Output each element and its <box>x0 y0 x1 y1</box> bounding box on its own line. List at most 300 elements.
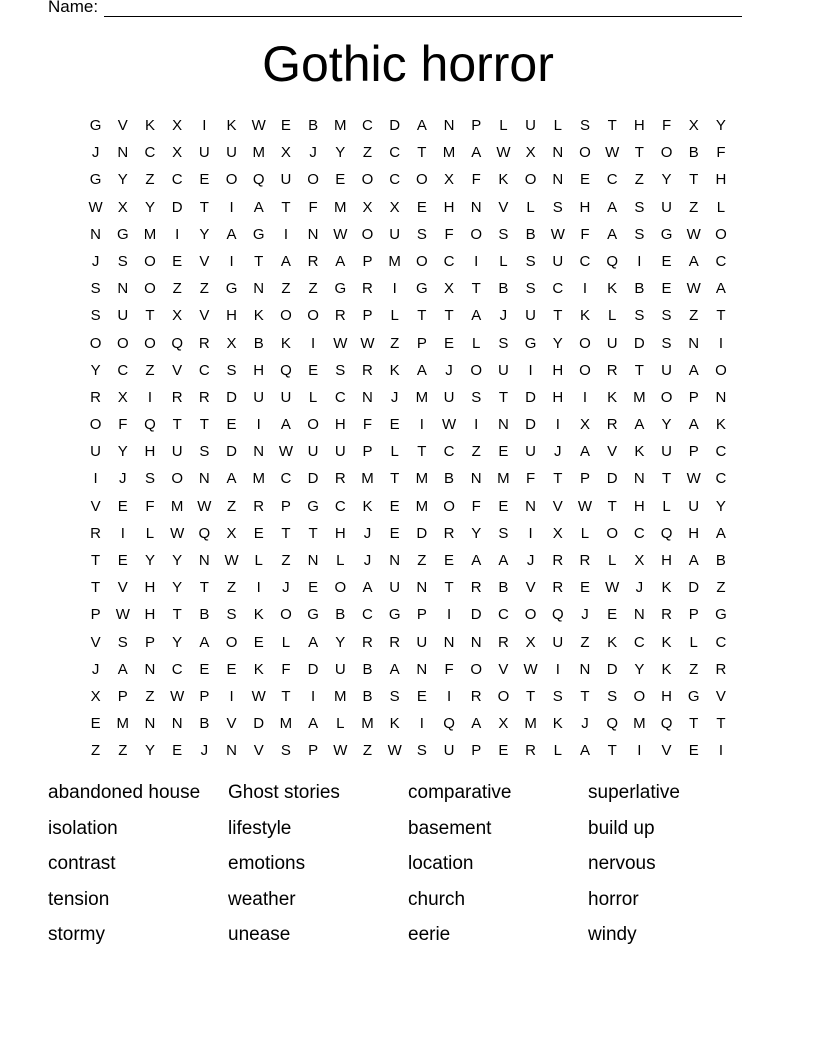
grid-cell: G <box>252 225 265 243</box>
grid-cell: O <box>307 171 319 189</box>
grid-cell: I <box>446 606 452 624</box>
grid-cell: R <box>198 388 210 406</box>
grid-row <box>82 411 735 438</box>
grid-cell: Y <box>335 144 346 162</box>
grid-cell: Z <box>716 579 726 597</box>
grid-cell: E <box>444 334 455 352</box>
grid-cell: S <box>579 117 590 134</box>
grid-cell: H <box>144 579 156 597</box>
grid-cell: H <box>226 307 237 325</box>
grid-cell: J <box>91 144 100 162</box>
grid-cell: I <box>229 252 234 270</box>
grid-cell: Z <box>172 280 182 298</box>
grid-cell: A <box>688 552 699 569</box>
grid-cell: X <box>525 633 536 651</box>
grid-cell: E <box>226 416 237 434</box>
grid-cell: B <box>634 280 645 298</box>
grid-cell: O <box>144 252 156 270</box>
grid-cell: E <box>226 660 237 678</box>
grid-cell: T <box>91 579 101 597</box>
grid-cell: Q <box>551 606 564 624</box>
grid-cell: L <box>662 497 671 515</box>
grid-cell: I <box>528 524 533 542</box>
grid-cell: T <box>199 198 209 216</box>
grid-cell: U <box>443 742 455 760</box>
grid-cell: O <box>280 307 292 325</box>
grid-cell: P <box>471 117 482 134</box>
grid-cell: U <box>525 307 537 325</box>
grid-cell: I <box>419 715 424 733</box>
grid-cell: M <box>388 252 401 270</box>
grid-cell: T <box>716 715 726 733</box>
grid-cell: N <box>470 198 482 216</box>
grid-cell: Q <box>660 524 673 542</box>
grid-cell: O <box>334 579 347 597</box>
grid-cell: W <box>333 334 348 352</box>
grid-cell: X <box>90 687 101 705</box>
grid-cell: R <box>606 361 618 379</box>
grid-cell: E <box>280 117 291 134</box>
grid-cell: C <box>389 171 401 189</box>
grid-cell: B <box>715 552 726 569</box>
grid-cell: Z <box>145 171 155 189</box>
grid-cell: P <box>416 334 427 352</box>
grid-cell: S <box>280 742 291 760</box>
grid-cell: S <box>634 225 645 243</box>
grid-cell: G <box>388 606 401 624</box>
grid-cell: A <box>715 280 726 298</box>
grid-cell: U <box>307 443 319 461</box>
grid-cell: S <box>90 280 101 298</box>
grid-cell: O <box>307 416 319 434</box>
grid-cell: Z <box>390 334 400 352</box>
grid-cell: Y <box>715 497 726 515</box>
grid-cell: O <box>225 633 238 651</box>
grid-cell: J <box>309 144 317 162</box>
grid-cell: F <box>118 416 128 434</box>
grid-cell: R <box>334 307 346 325</box>
grid-cell: N <box>144 660 156 678</box>
grid-cell: H <box>633 117 645 134</box>
grid-cell: R <box>198 334 210 352</box>
grid-cell: B <box>335 606 346 624</box>
grid-cell: U <box>334 443 346 461</box>
grid-cell: R <box>362 361 373 379</box>
grid-cell: A <box>416 361 427 379</box>
grid-cell: J <box>91 252 100 270</box>
grid-cell: S <box>552 198 563 216</box>
grid-cell: P <box>117 687 128 705</box>
grid-cell: I <box>256 416 261 434</box>
grid-cell: A <box>280 416 291 434</box>
grid-cell: V <box>552 497 563 515</box>
grid-cell: J <box>581 715 589 733</box>
grid-cell: L <box>580 524 590 542</box>
grid-cell: S <box>634 307 645 325</box>
grid-cell: S <box>90 307 101 325</box>
grid-cell: N <box>470 470 482 488</box>
grid-row <box>82 710 735 737</box>
grid-cell: Z <box>145 687 155 705</box>
grid-cell: W <box>577 497 593 515</box>
grid-row <box>82 384 735 411</box>
grid-cell: L <box>336 715 345 733</box>
grid-cell: X <box>226 524 237 542</box>
grid-cell: A <box>715 524 726 542</box>
grid-cell: P <box>362 252 373 270</box>
grid-cell: X <box>525 144 536 162</box>
grid-cell: F <box>471 171 481 189</box>
grid-cell: B <box>688 144 699 162</box>
grid-cell: Q <box>606 715 618 733</box>
grid-cell: A <box>634 416 645 434</box>
grid-cell: B <box>253 334 264 352</box>
grid-cell: R <box>90 524 102 542</box>
grid-cell: L <box>336 552 345 569</box>
grid-cell: Y <box>661 171 672 189</box>
grid-cell: P <box>280 497 291 515</box>
grid-cell: O <box>579 144 591 162</box>
grid-cell: V <box>117 579 128 597</box>
grid-cell: L <box>716 198 726 216</box>
grid-cell: Z <box>417 552 427 569</box>
grid-cell: T <box>580 687 590 705</box>
grid-cell: X <box>688 117 699 134</box>
grid-cell: Z <box>281 552 291 569</box>
grid-cell: T <box>417 443 427 461</box>
grid-cell: M <box>415 388 429 406</box>
grid-cell: I <box>256 579 261 597</box>
grid-cell: I <box>419 416 424 434</box>
grid-cell: S <box>226 361 237 379</box>
grid-cell: S <box>634 198 645 216</box>
grid-cell: B <box>199 606 210 624</box>
grid-cell: C <box>443 252 455 270</box>
grid-row <box>82 302 735 329</box>
grid-cell: N <box>688 334 700 352</box>
grid-cell: I <box>637 252 642 270</box>
grid-cell: A <box>280 252 291 270</box>
grid-cell: O <box>579 334 591 352</box>
grid-cell: N <box>416 579 428 597</box>
grid-cell: N <box>470 633 482 651</box>
grid-cell: Y <box>117 443 128 461</box>
grid-cell: U <box>416 633 428 651</box>
grid-cell: J <box>554 443 562 461</box>
grid-cell: T <box>199 416 209 434</box>
grid-cell: G <box>715 606 727 624</box>
grid-cell: I <box>555 660 560 678</box>
grid-cell: K <box>253 606 264 624</box>
grid-cell: U <box>661 443 672 461</box>
grid-cell: H <box>443 198 455 216</box>
grid-cell: B <box>498 579 509 597</box>
grid-cell: R <box>253 497 265 515</box>
grid-cell: C <box>362 117 373 134</box>
grid-cell: A <box>335 252 346 270</box>
name-underline <box>104 2 742 17</box>
grid-cell: Y <box>172 552 183 569</box>
grid-cell: T <box>281 524 291 542</box>
grid-cell: S <box>661 307 672 325</box>
grid-cell: I <box>718 742 723 760</box>
grid-cell: U <box>226 144 237 162</box>
grid-cell: M <box>361 715 374 733</box>
grid-cell: A <box>362 579 373 597</box>
grid-cell: I <box>392 280 397 298</box>
grid-cell: A <box>117 660 128 678</box>
grid-cell: B <box>525 225 536 243</box>
grid-cell: N <box>117 144 129 162</box>
grid-cell: M <box>361 470 374 488</box>
grid-cell: T <box>689 171 699 189</box>
grid-cell: O <box>416 252 428 270</box>
grid-cell: T <box>607 742 617 760</box>
grid-cell: R <box>715 660 727 678</box>
grid-cell: L <box>308 388 318 406</box>
grid-cell: U <box>334 660 346 678</box>
grid-cell: A <box>226 470 237 488</box>
grid-cell: G <box>307 606 319 624</box>
grid-cell: L <box>553 742 562 760</box>
grid-cell: C <box>171 660 183 678</box>
grid-cell: E <box>117 552 128 569</box>
grid-cell: C <box>633 524 645 542</box>
grid-cell: M <box>170 497 184 515</box>
grid-cell: N <box>579 660 591 678</box>
grid-cell: P <box>416 606 427 624</box>
grid-cell: K <box>253 307 264 325</box>
grid-cell: V <box>607 443 618 461</box>
grid-cell: Z <box>689 660 699 678</box>
grid-cell: N <box>552 144 564 162</box>
grid-cell: T <box>172 606 182 624</box>
grid-cell: T <box>308 524 318 542</box>
grid-cell: T <box>417 144 427 162</box>
grid-cell: T <box>634 361 644 379</box>
grid-cell: D <box>525 388 537 406</box>
grid-cell: E <box>389 416 400 434</box>
grid-cell: W <box>496 144 511 162</box>
grid-cell: A <box>607 198 618 216</box>
grid-cell: I <box>311 687 316 705</box>
grid-cell: E <box>416 198 427 216</box>
grid-cell: M <box>252 470 265 488</box>
grid-cell: I <box>446 687 452 705</box>
grid-cell: W <box>170 524 185 542</box>
grid-cell: M <box>633 388 646 406</box>
grid-cell: M <box>334 117 347 134</box>
grid-cell: U <box>90 443 102 461</box>
grid-cell: T <box>661 470 672 488</box>
grid-cell: U <box>171 443 183 461</box>
grid-cell: M <box>334 198 347 216</box>
grid-cell: C <box>171 171 183 189</box>
word-list-item: lifestyle <box>228 817 292 839</box>
grid-cell: Z <box>145 361 155 379</box>
grid-cell: G <box>89 171 102 189</box>
grid-cell: I <box>229 687 234 705</box>
grid-cell: L <box>472 334 481 352</box>
grid-cell: O <box>633 687 646 705</box>
grid-cell: J <box>119 470 127 488</box>
name-label: Name: <box>48 0 99 16</box>
grid-cell: F <box>526 470 536 488</box>
grid-cell: H <box>253 361 265 379</box>
grid-cell: R <box>443 524 455 542</box>
word-list-item: windy <box>588 924 637 945</box>
grid-cell: Y <box>144 552 155 569</box>
grid-cell: V <box>90 497 101 515</box>
grid-cell: E <box>308 579 319 597</box>
grid-cell: M <box>415 497 429 515</box>
grid-cell: C <box>497 606 509 624</box>
grid-cell: W <box>170 687 185 705</box>
grid-cell: P <box>362 307 373 325</box>
grid-cell: S <box>498 225 509 243</box>
grid-cell: R <box>470 579 482 597</box>
grid-cell: E <box>444 552 455 569</box>
grid-cell: D <box>171 198 183 216</box>
grid-cell: M <box>252 144 265 162</box>
grid-cell: T <box>634 144 644 162</box>
grid-cell: U <box>389 579 401 597</box>
grid-cell: L <box>553 117 562 134</box>
grid-row <box>82 601 735 628</box>
grid-cell: Z <box>362 144 373 162</box>
grid-cell: Z <box>199 280 209 298</box>
grid-cell: O <box>660 388 673 406</box>
grid-cell: N <box>525 497 537 515</box>
grid-cell: T <box>91 552 101 569</box>
grid-cell: Z <box>308 280 318 298</box>
grid-cell: I <box>229 198 234 216</box>
grid-cell: C <box>117 361 129 379</box>
grid-cell: K <box>634 443 645 461</box>
grid-cell: W <box>197 497 212 515</box>
grid-cell: S <box>552 687 563 705</box>
grid-cell: W <box>224 552 239 569</box>
grid-cell: T <box>444 307 454 325</box>
grid-cell: H <box>661 552 672 569</box>
grid-cell: D <box>416 524 428 542</box>
grid-cell: A <box>226 225 237 243</box>
grid-cell: Y <box>471 524 482 542</box>
grid-cell: U <box>280 388 292 406</box>
grid-cell: Z <box>91 742 101 760</box>
grid-cell: I <box>474 416 479 434</box>
grid-row <box>82 194 735 221</box>
grid-cell: F <box>716 144 726 162</box>
grid-cell: S <box>607 687 618 705</box>
grid-cell: N <box>198 470 210 488</box>
grid-cell: B <box>362 660 373 678</box>
grid-cell: E <box>416 687 427 705</box>
grid-cell: E <box>253 633 264 651</box>
grid-cell: Q <box>144 416 156 434</box>
grid-cell: N <box>497 416 509 434</box>
grid-cell: K <box>389 361 400 379</box>
grid-cell: O <box>524 171 537 189</box>
grid-cell: H <box>633 497 645 515</box>
grid-cell: Z <box>689 307 699 325</box>
grid-cell: R <box>497 633 509 651</box>
grid-cell: C <box>389 144 401 162</box>
grid-cell: U <box>552 633 564 651</box>
grid-cell: S <box>226 606 237 624</box>
grid-cell: N <box>90 225 102 243</box>
grid-cell: J <box>363 524 372 542</box>
grid-cell: D <box>633 334 645 352</box>
grid-cell: F <box>471 497 481 515</box>
grid-cell: S <box>471 388 482 406</box>
grid-cell: E <box>607 606 618 624</box>
grid-cell: W <box>333 742 348 760</box>
word-list <box>48 778 768 956</box>
grid-cell: U <box>389 225 401 243</box>
grid-cell: Z <box>634 171 644 189</box>
grid-cell: V <box>715 687 726 705</box>
grid-cell: U <box>661 361 672 379</box>
grid-row <box>82 357 735 384</box>
grid-cell: C <box>579 252 591 270</box>
grid-row <box>82 656 735 683</box>
grid-cell: C <box>362 606 373 624</box>
grid-row <box>82 683 735 710</box>
grid-cell: I <box>718 334 723 352</box>
grid-cell: N <box>362 388 373 406</box>
grid-cell: A <box>416 117 427 134</box>
grid-cell: T <box>417 307 427 325</box>
grid-cell: T <box>607 117 617 134</box>
grid-cell: R <box>334 470 346 488</box>
grid-cell: Z <box>281 280 291 298</box>
grid-cell: K <box>661 660 672 678</box>
grid-cell: W <box>523 660 538 678</box>
grid-cell: K <box>280 334 291 352</box>
grid-cell: H <box>144 443 156 461</box>
grid-cell: E <box>199 171 210 189</box>
grid-cell: L <box>499 252 508 270</box>
grid-cell: E <box>253 524 264 542</box>
grid-cell: T <box>444 579 454 597</box>
grid-cell: S <box>498 334 509 352</box>
grid-cell: I <box>555 416 560 434</box>
grid-cell: O <box>715 225 727 243</box>
grid-cell: O <box>225 171 238 189</box>
grid-cell: L <box>607 307 617 325</box>
grid-cell: T <box>471 280 481 298</box>
grid-cell: E <box>172 742 183 760</box>
grid-cell: N <box>307 225 319 243</box>
grid-cell: E <box>498 443 509 461</box>
grid-cell: U <box>253 388 265 406</box>
grid-cell: X <box>634 552 645 569</box>
grid-cell: S <box>389 687 400 705</box>
grid-cell: E <box>498 742 509 760</box>
grid-cell: B <box>199 715 210 733</box>
grid-cell: Y <box>199 225 210 243</box>
grid-cell: W <box>550 225 565 243</box>
grid-cell: N <box>633 606 645 624</box>
grid-cell: S <box>498 524 509 542</box>
grid-cell: O <box>579 361 591 379</box>
grid-cell: A <box>389 660 400 678</box>
grid-cell: W <box>251 117 266 134</box>
grid-cell: P <box>199 687 210 705</box>
grid-cell: F <box>444 225 454 243</box>
grid-cell: I <box>93 470 98 488</box>
